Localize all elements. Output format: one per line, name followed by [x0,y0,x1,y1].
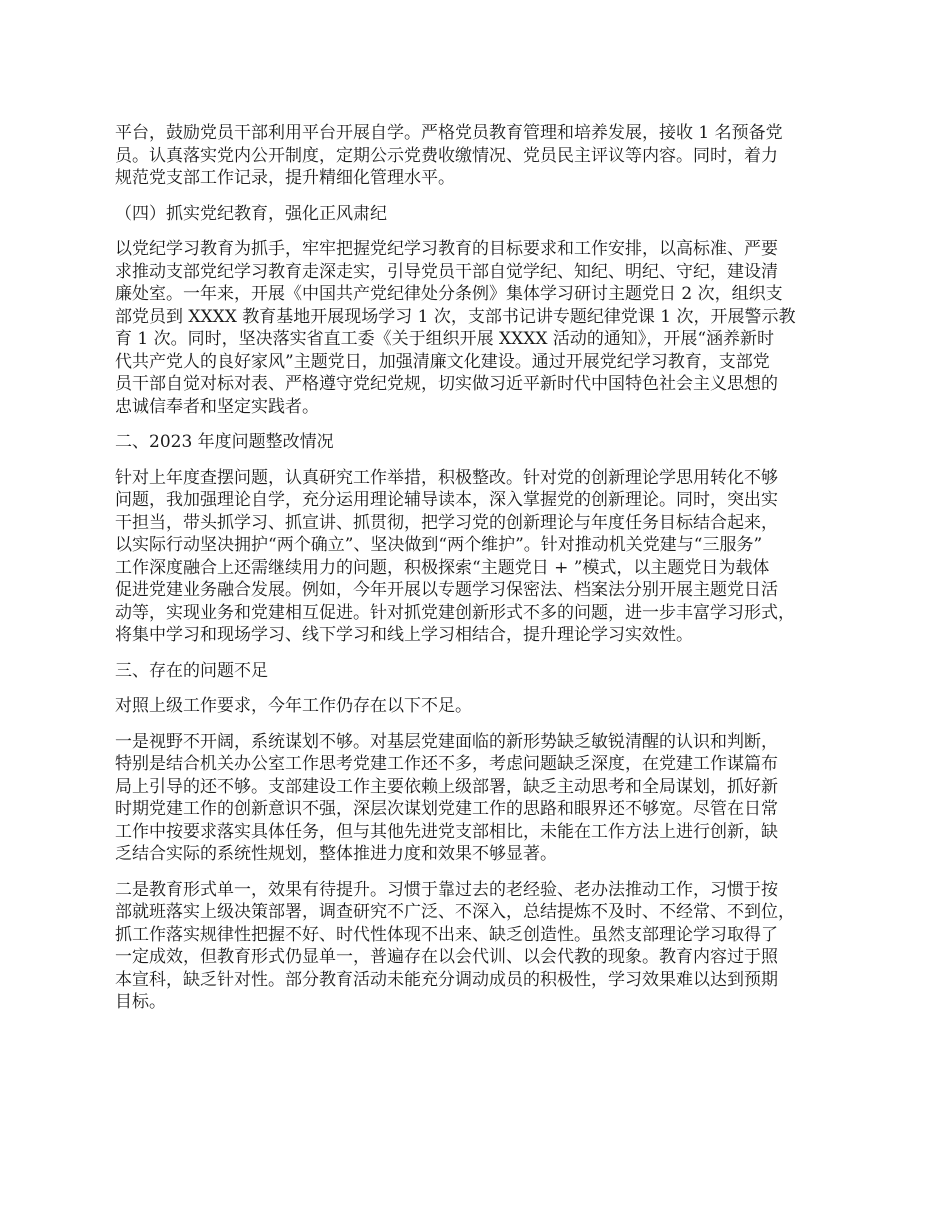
text-line: （四）抓实党纪教育，强化正风肃纪 [115,203,387,224]
text-line: 廉处室。一年来，开展《中国共产党纪律处分条例》集体学习研讨主题党日 2 次，组织支 [115,284,783,304]
text-line: 工作中按要求落实具体任务，但与其他先进党支部相比，未能在工作方法上进行创新，缺 [115,821,778,842]
text-line: 三、存在的问题不足 [115,660,268,681]
text-line: 育 1 次。同时，坚决落实省直工委《关于组织开展 XXXX 活动的通知》，开展“涵养新时 [115,329,775,349]
text-line: 将集中学习和现场学习、线下学习和线上学习相结合，提升理论学习实效性。 [115,625,693,645]
text-line: 员。认真落实党内公开制度，定期公示党费收缴情况、党员民主评议等内容。同时，着力 [115,145,778,166]
text-line: 一是视野不开阔，系统谋划不够。对基层党建面临的新形势缺乏敏锐清醒的认识和判断， [115,731,778,752]
text-line: 目标。 [115,992,166,1012]
text-line: 针对上年度查摆问题，认真研究工作举措，积极整改。针对党的创新理论学思用转化不够 [115,467,778,488]
party-education-management-paragraph [115,122,860,190]
text-line: 以党纪学习教育为抓手，牢牢把握党纪学习教育的目标要求和工作安排，以高标准、严要 [115,239,778,259]
document-page [115,122,860,1027]
text-line: 对照上级工作要求，今年工作仍存在以下不足。 [115,696,472,716]
text-line: 乏结合实际的系统性规划，整体推进力度和效果不够显著。 [115,844,557,864]
text-line: 规范党支部工作记录，提升精细化管理水平。 [115,168,455,188]
text-line: 动等，实现业务和党建相互促进。针对抓党建创新形式不多的问题，进一步丰富学习形式， [115,602,795,623]
text-line: 部就班落实上级决策部署，调查研究不广泛、不深入，总结提炼不及时、不经常、不到位， [115,902,795,922]
text-line: 求推动支部党纪学习教育走深走实，引导党员干部自觉学纪、知纪、明纪、守纪，建设清 [115,261,778,282]
text-line: 平台，鼓励党员干部利用平台开展自学。严格党员教育管理和培养发展，接收 1 名预备党 [115,123,783,143]
discipline-education-paragraph [115,238,860,418]
problems-intro-paragraph [115,695,860,718]
text-line: 本宣科，缺乏针对性。部分教育活动未能充分调动成员的积极性，学习效果难以达到预期 [115,969,778,990]
problem-one-paragraph [115,731,860,866]
text-line: 问题，我加强理论自学，充分运用理论辅导读本，深入掌握党的创新理论。同时，突出实 [115,490,778,510]
text-line: 一定成效，但教育形式仍显单一，普遍存在以会代训、以会代教的现象。教育内容过于照 [115,947,778,967]
text-line: 以实际行动坚决拥护“两个确立”、坚决做到“两个维护”。针对推动机关党建与“三服务” [115,535,763,555]
section-heading-2023-rectification [115,431,860,454]
text-line: 时期党建工作的创新意识不强，深层次谋划党建工作的思路和眼界还不够宽。尽管在日常 [115,799,778,819]
text-line: 代共产党人的良好家风”主题党日，加强清廉文化建设。通过开展党纪学习教育，支部党 [115,351,770,372]
text-line: 促进党建业务融合发展。例如，今年开展以专题学习保密法、档案法分别开展主题党日活 [115,580,778,600]
rectification-paragraph [115,467,860,647]
section-heading-existing-problems [115,660,860,683]
text-line: 抓工作落实规律性把握不好、时代性体现不出来、缺乏创造性。虽然支部理论学习取得了 [115,924,778,945]
text-line: 部党员到 XXXX 教育基地开展现场学习 1 次，支部书记讲专题纪律党课 1 次，开展警示教 [115,306,796,327]
text-line: 二是教育形式单一，效果有待提升。习惯于靠过去的老经验、老办法推动工作，习惯于按 [115,879,778,900]
text-line: 工作深度融合上还需继续用力的问题，积极探索“主题党日 + ”模式，以主题党日为载体 [115,557,770,578]
section-heading-discipline-education [115,203,860,226]
text-line: 干担当，带头抓学习、抓宣讲、抓贯彻，把学习党的创新理论与年度任务目标结合起来， [115,512,778,533]
problem-two-paragraph [115,879,860,1014]
text-line: 二、2023 年度问题整改情况 [115,432,334,452]
text-line: 局上引导的还不够。支部建设工作主要依赖上级部署，缺乏主动思考和全局谋划，抓好新 [115,776,778,797]
text-line: 忠诚信奉者和坚定实践者。 [115,396,319,417]
text-line: 特别是结合机关办公室工作思考党建工作还不多，考虑问题缺乏深度，在党建工作谋篇布 [115,754,778,774]
text-line: 员干部自觉对标对表、严格遵守党纪党规，切实做习近平新时代中国特色社会主义思想的 [115,374,778,394]
